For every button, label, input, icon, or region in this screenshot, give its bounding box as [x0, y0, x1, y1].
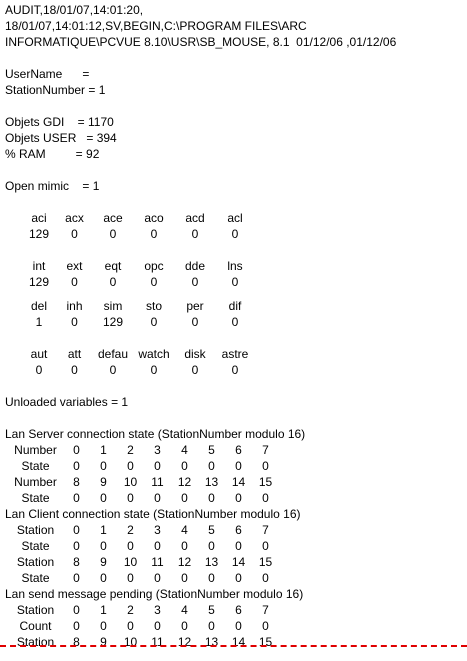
- counter-label-row: [5, 258, 463, 274]
- lan-row-cell: 9: [100, 475, 107, 489]
- lan-row-cell: 14: [231, 555, 246, 569]
- counter-value: 0: [71, 227, 78, 241]
- lan-row-cell: 0: [154, 571, 161, 585]
- lan-row-cell: 0: [262, 619, 269, 633]
- lan-row-cell: 0: [181, 539, 188, 553]
- lan-row-cell: 0: [127, 459, 134, 473]
- counter-value: 0: [150, 363, 158, 377]
- lan-row-cell: 15: [258, 635, 273, 649]
- counters-block: [5, 210, 463, 394]
- lan-row-cell: 11: [151, 475, 164, 489]
- lan-row-cell: 0: [127, 571, 134, 585]
- counter-value: 129: [28, 227, 50, 241]
- lan-section-title: Lan send message pending (StationNumber modulo 16): [5, 587, 304, 601]
- counter-label-row: [5, 346, 463, 362]
- counter-label: sim: [103, 299, 123, 313]
- counter-label: aco: [144, 211, 164, 225]
- unloaded-variables-line: Unloaded variables = 1: [5, 395, 129, 409]
- lan-row-cell: 0: [235, 571, 242, 585]
- counter-value: 0: [71, 363, 78, 377]
- counter-value-row: [5, 362, 463, 378]
- lan-row-cell: 5: [208, 523, 215, 537]
- lan-row-cell: 0: [73, 443, 80, 457]
- lan-row-cell: 3: [154, 603, 161, 617]
- counter-value: 129: [102, 315, 124, 329]
- lan-row-cell: 14: [231, 475, 246, 489]
- lan-row-cell: 14: [231, 635, 246, 649]
- lan-row-cell: 0: [208, 539, 215, 553]
- counter-label: del: [30, 299, 47, 313]
- counter-label: ace: [103, 211, 123, 225]
- lan-row-label: Count: [19, 619, 52, 633]
- lan-row: [5, 618, 463, 634]
- lan-row-cell: 0: [127, 539, 134, 553]
- lan-row-cell: 1: [100, 603, 107, 617]
- lan-row-label: Station: [16, 635, 55, 649]
- lan-row-cell: 2: [127, 443, 134, 457]
- lan-row-cell: 0: [73, 523, 80, 537]
- counter-label: per: [186, 299, 204, 313]
- lan-row-cell: 5: [208, 603, 215, 617]
- lan-row-cell: 7: [262, 443, 269, 457]
- lan-row-cell: 12: [177, 475, 192, 489]
- lan-row-cell: 0: [208, 491, 215, 505]
- lan-row-cell: 3: [154, 443, 161, 457]
- counter-label: inh: [66, 299, 83, 313]
- counter-value: 0: [109, 275, 117, 289]
- lan-row-cell: 15: [258, 555, 273, 569]
- lan-row-cell: 4: [181, 523, 188, 537]
- lan-row-cell: 13: [204, 635, 219, 649]
- lan-row-label: Station: [16, 523, 55, 537]
- counter-label: ext: [66, 259, 83, 273]
- counter-value: 0: [191, 227, 199, 241]
- counter-value: 0: [150, 227, 158, 241]
- lan-section-title: Lan Client connection state (StationNumber modulo 16): [5, 507, 301, 521]
- counter-value: 0: [71, 275, 78, 289]
- lan-row: [5, 538, 463, 554]
- counter-label: dif: [228, 299, 242, 313]
- lan-row-cell: 0: [262, 491, 269, 505]
- lan-row-cell: 0: [73, 619, 80, 633]
- counter-label: aut: [30, 347, 48, 361]
- counter-label: defau: [97, 347, 129, 361]
- counter-label: watch: [138, 347, 170, 361]
- counter-label: opc: [144, 259, 164, 273]
- lan-row-cell: 7: [262, 603, 269, 617]
- audit-log-document: [5, 2, 463, 650]
- lan-row-cell: 0: [127, 619, 134, 633]
- lan-row: [5, 522, 463, 538]
- counter-label-row: [5, 298, 463, 314]
- lan-row-cell: 0: [181, 571, 188, 585]
- counter-value: 0: [191, 275, 199, 289]
- lan-row: [5, 602, 463, 618]
- lan-row-cell: 0: [208, 619, 215, 633]
- lan-row-cell: 0: [262, 459, 269, 473]
- lan-row-cell: 15: [258, 475, 273, 489]
- lan-row-cell: 0: [154, 491, 161, 505]
- counter-value-row: [5, 314, 463, 330]
- lan-row-cell: 11: [151, 555, 164, 569]
- lan-row-cell: 0: [235, 619, 242, 633]
- counter-label: aci: [31, 211, 47, 225]
- lan-row-cell: 0: [235, 459, 242, 473]
- lan-row: [5, 634, 463, 650]
- counter-label: lns: [227, 259, 243, 273]
- lan-row-cell: 13: [204, 475, 219, 489]
- lan-row-cell: 0: [208, 571, 215, 585]
- counter-value: 0: [71, 315, 78, 329]
- lan-row-cell: 2: [127, 523, 134, 537]
- counter-label: acx: [65, 211, 84, 225]
- lan-row: [5, 442, 463, 458]
- counter-label: att: [67, 347, 82, 361]
- lan-row-label: Station: [16, 555, 55, 569]
- lan-row-cell: 0: [154, 459, 161, 473]
- lan-row-label: State: [21, 459, 50, 473]
- lan-row-cell: 2: [127, 603, 134, 617]
- lan-row-cell: 10: [123, 635, 138, 649]
- counter-value: 0: [150, 315, 158, 329]
- lan-row-cell: 0: [73, 491, 80, 505]
- counter-label: dde: [184, 259, 206, 273]
- counter-label: acl: [227, 211, 243, 225]
- counter-label: eqt: [104, 259, 122, 273]
- lan-row-cell: 4: [181, 603, 188, 617]
- lan-row: [5, 458, 463, 474]
- lan-row-cell: 0: [100, 459, 107, 473]
- counter-value: 1: [35, 315, 43, 329]
- counter-value: 0: [109, 227, 117, 241]
- counter-value: 0: [109, 363, 117, 377]
- lan-row: [5, 490, 463, 506]
- lan-row-cell: 8: [73, 555, 80, 569]
- counter-value: 0: [231, 275, 239, 289]
- lan-row-cell: 0: [262, 571, 269, 585]
- ram-line: % RAM = 92: [5, 147, 100, 161]
- open-mimic-line: Open mimic = 1: [5, 179, 100, 193]
- lan-row-cell: 0: [181, 491, 188, 505]
- counter-label: int: [32, 259, 46, 273]
- lan-row-cell: 12: [177, 635, 192, 649]
- counter-label: astre: [221, 347, 249, 361]
- counter-label: sto: [145, 299, 162, 313]
- lan-row-cell: 0: [235, 491, 242, 505]
- lan-row-cell: 0: [100, 539, 107, 553]
- lan-row-cell: 6: [235, 603, 242, 617]
- objets-user-line: Objets USER = 394: [5, 131, 117, 145]
- lan-row-cell: 0: [262, 539, 269, 553]
- counter-value-row: [5, 274, 463, 290]
- lan-row-cell: 0: [73, 603, 80, 617]
- lan-row-cell: 9: [100, 555, 107, 569]
- lan-row-cell: 0: [73, 539, 80, 553]
- counter-label: acd: [185, 211, 205, 225]
- lan-row-cell: 5: [208, 443, 215, 457]
- lan-row-cell: 6: [235, 523, 242, 537]
- lan-row-cell: 1: [100, 523, 107, 537]
- lan-row-cell: 4: [181, 443, 188, 457]
- header-line: 18/01/07,14:01:12,SV,BEGIN,C:\PROGRAM FILES\ARC: [5, 19, 307, 33]
- lan-row-cell: 0: [154, 619, 161, 633]
- objets-gdi-line: Objets GDI = 1170: [5, 115, 114, 129]
- lan-row-cell: 0: [235, 539, 242, 553]
- lan-row-cell: 11: [151, 635, 164, 649]
- lan-row-cell: 0: [100, 491, 107, 505]
- lan-row-cell: 0: [100, 571, 107, 585]
- lan-row-label: Station: [16, 603, 55, 617]
- lan-row-label: State: [21, 539, 50, 553]
- lan-row-cell: 0: [73, 459, 80, 473]
- counter-label-row: [5, 210, 463, 226]
- lan-row-label: State: [21, 571, 50, 585]
- counter-value: 0: [150, 275, 158, 289]
- lan-row-cell: 0: [181, 459, 188, 473]
- lan-row-cell: 6: [235, 443, 242, 457]
- lan-row-cell: 13: [204, 555, 219, 569]
- counter-value: 0: [191, 315, 199, 329]
- station-number-line: StationNumber = 1: [5, 83, 106, 97]
- lan-row-cell: 8: [73, 475, 80, 489]
- lan-row-cell: 1: [100, 443, 107, 457]
- lan-row-label: Number: [14, 443, 57, 457]
- counter-value: 129: [28, 275, 50, 289]
- counter-value: 0: [231, 315, 239, 329]
- lan-row-label: State: [21, 491, 50, 505]
- lan-row-cell: 7: [262, 523, 269, 537]
- counter-value: 0: [231, 227, 239, 241]
- lan-row-cell: 0: [181, 619, 188, 633]
- counter-value-row: [5, 226, 463, 242]
- counter-value: 0: [35, 363, 43, 377]
- lan-row: [5, 474, 463, 490]
- lan-state-block: [5, 426, 463, 650]
- counter-value: 0: [191, 363, 199, 377]
- counter-label: disk: [184, 347, 206, 361]
- lan-row-cell: 9: [100, 635, 107, 649]
- lan-row-cell: 12: [177, 555, 192, 569]
- lan-row-cell: 8: [73, 635, 80, 649]
- page-cut-dashed-line: [0, 645, 467, 647]
- header-line: AUDIT,18/01/07,14:01:20,: [5, 3, 144, 17]
- username-line: UserName =: [5, 67, 90, 81]
- lan-row-cell: 0: [154, 539, 161, 553]
- lan-row-cell: 10: [123, 475, 138, 489]
- lan-row-label: Number: [14, 475, 57, 489]
- counter-value: 0: [231, 363, 239, 377]
- header-line: INFORMATIQUE\PCVUE 8.10\USR\SB_MOUSE, 8.1 01/12/06 ,01/12/06: [5, 35, 397, 49]
- lan-row-cell: 10: [123, 555, 138, 569]
- lan-row-cell: 0: [100, 619, 107, 633]
- lan-row: [5, 570, 463, 586]
- lan-row: [5, 554, 463, 570]
- lan-row-cell: 0: [73, 571, 80, 585]
- lan-row-cell: 0: [208, 459, 215, 473]
- lan-row-cell: 3: [154, 523, 161, 537]
- lan-section-title: Lan Server connection state (StationNumber modulo 16): [5, 427, 306, 441]
- lan-row-cell: 0: [127, 491, 134, 505]
